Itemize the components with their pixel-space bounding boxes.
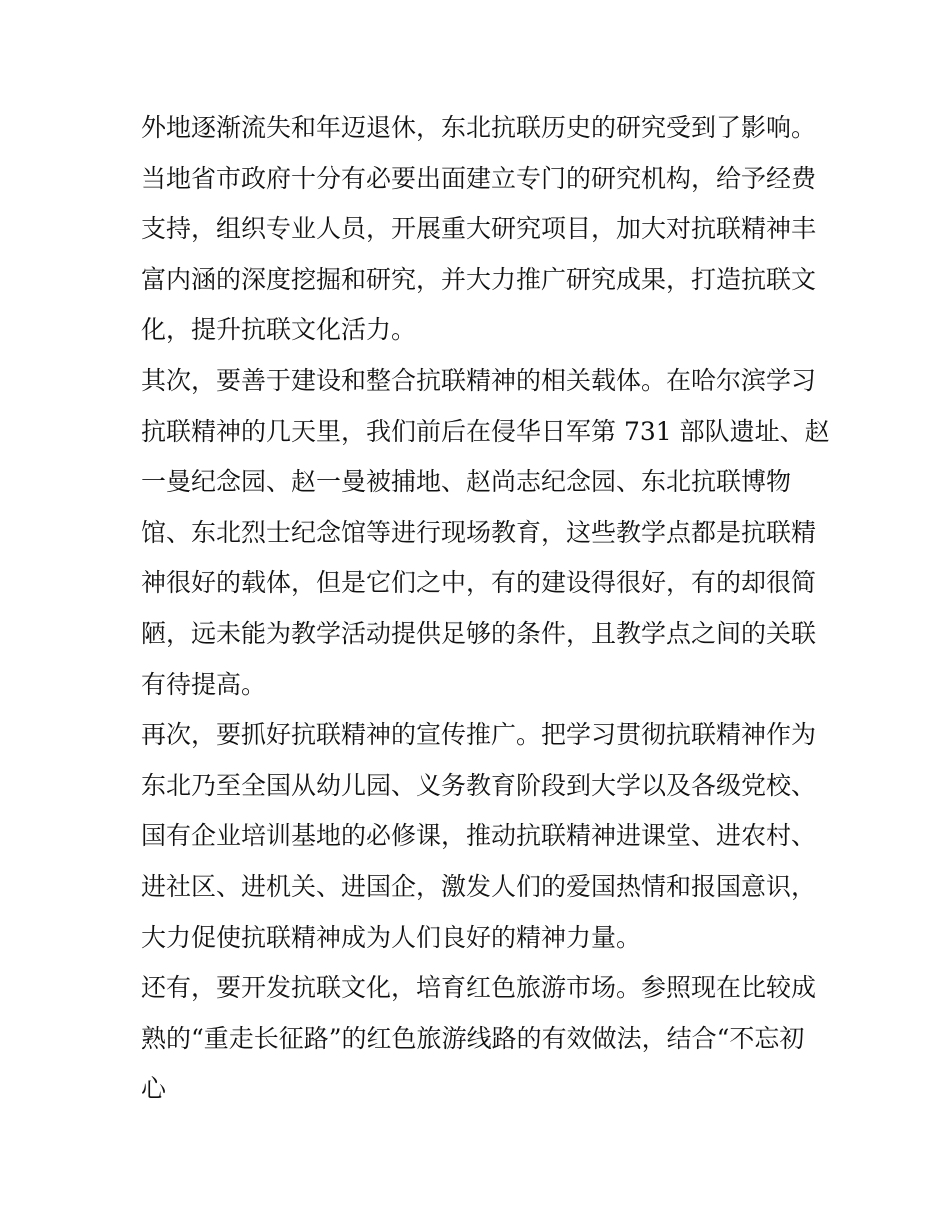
text-line: 大力促使抗联精神成为人们良好的精神力量。 — [141, 922, 642, 952]
text-line: 其次，要善于建设和整合抗联精神的相关载体。在哈尔滨学习 — [141, 365, 817, 395]
text-line: 当地省市政府十分有必要出面建立专门的研究机构，给予经费 — [141, 163, 817, 193]
text-line: 化，提升抗联文化活力。 — [141, 315, 417, 345]
text-line: 富内涵的深度挖掘和研究，并大力推广研究成果，打造抗联文 — [141, 264, 817, 294]
document-body — [141, 103, 831, 1115]
text-line: 一曼纪念园、赵一曼被捕地、赵尚志纪念园、东北抗联博物 — [141, 467, 792, 497]
text-line: 陋，远未能为教学活动提供足够的条件，且教学点之间的关联 — [141, 618, 817, 648]
text-line: 支持，组织专业人员，开展重大研究项目，加大对抗联精神丰 — [141, 214, 817, 244]
text-line: 东北乃至全国从幼儿园、义务教育阶段到大学以及各级党校、 — [141, 770, 817, 800]
text-line: 还有，要开发抗联文化，培育红色旅游市场。参照现在比较成 — [141, 973, 817, 1003]
text-line: 外地逐渐流失和年迈退休，东北抗联历史的研究受到了影响。 — [141, 113, 817, 142]
text-line: 国有企业培训基地的必修课，推动抗联精神进课堂、进农村、 — [141, 821, 817, 851]
text-line: 抗联精神的几天里，我们前后在侵华日军第 731 部队遗址、赵 — [141, 416, 830, 446]
text-line: 有待提高。 — [141, 669, 267, 699]
text-line: 再次，要抓好抗联精神的宣传推广。把学习贯彻抗联精神作为 — [141, 720, 817, 750]
text-line: 熟的“重走长征路”的红色旅游线路的有效做法，结合“不忘初 — [141, 1023, 805, 1053]
text-line: 馆、东北烈士纪念馆等进行现场教育，这些教学点都是抗联精 — [141, 517, 817, 547]
text-line: 进社区、进机关、进国企，激发人们的爱国热情和报国意识， — [141, 871, 817, 901]
text-line: 神很好的载体，但是它们之中，有的建设得很好，有的却很简 — [141, 568, 817, 598]
text-line: 心 — [141, 1074, 167, 1104]
